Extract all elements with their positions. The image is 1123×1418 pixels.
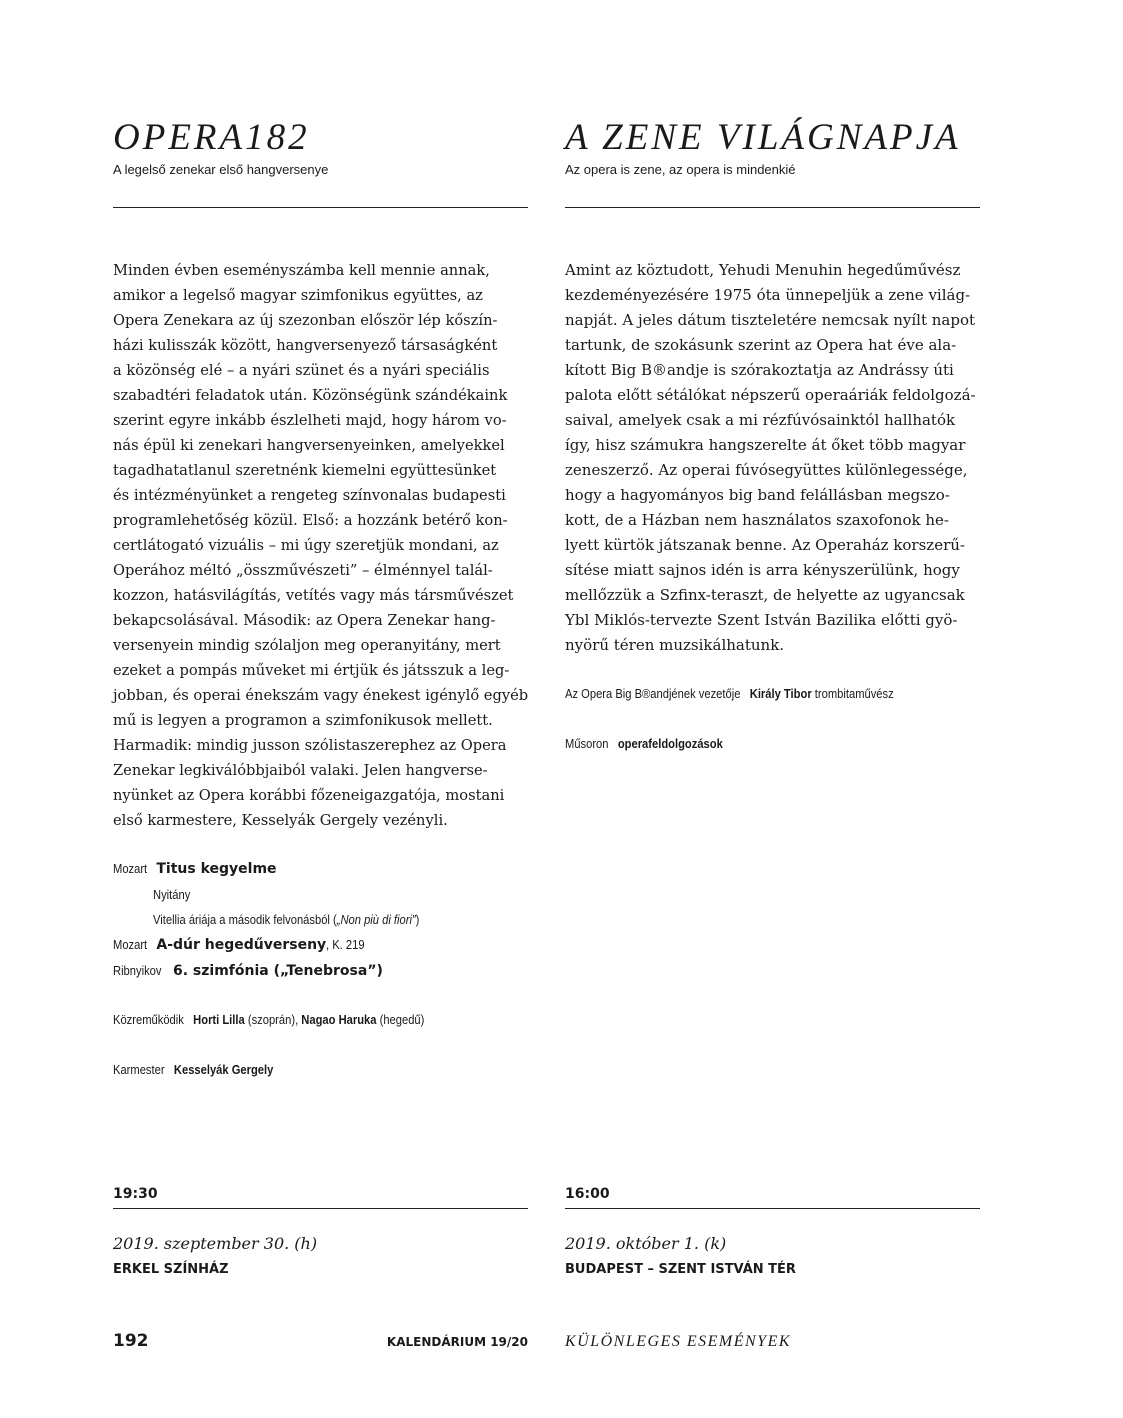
body-line: kozzon, hatásvilágítás, vetítés vagy más társművészet: [113, 586, 514, 604]
event-venue-right: BUDAPEST – SZENT ISTVÁN TÉR: [565, 1262, 796, 1277]
body-line: ezeket a pompás műveket mi értjük és játsszuk a leg-: [113, 661, 510, 679]
program-item: Mozart A-dúr hegedűverseny, K. 219: [113, 937, 365, 953]
body-line: kott, de a Házban nem használatos szaxofonok he-: [565, 511, 949, 529]
body-line: tagadhatatlanul szeretnénk kiemelni együttesünket: [113, 461, 497, 479]
body-line: lyett kürtök játszanak benne. Az Operaház korszerű-: [565, 536, 965, 554]
body-line: Amint az köztudott, Yehudi Menuhin hegedűművész: [565, 261, 961, 279]
program-subitem: Nyitány: [153, 887, 191, 902]
body-line: a közönség elé – a nyári szünet és a nyári speciális: [113, 361, 490, 379]
body-line: programlehetőség közül. Első: a hozzánk betérő kon-: [113, 511, 508, 529]
body-line: napját. A jeles dátum tiszteletére nemcsak nyílt napot: [565, 311, 976, 329]
body-line: tartunk, de szokásunk szerint az Opera hat éve ala-: [565, 336, 957, 354]
body-line: certlátogató vizuális – mi úgy szeretjük mondani, az: [113, 536, 499, 554]
body-line: sítése miatt sajnos idén is arra kényszerülünk, hogy: [565, 561, 960, 579]
program-item: Ribnyikov 6. szimfónia („Tenebrosa”): [113, 963, 383, 979]
band-leader: Az Opera Big B®andjének vezetője Király Tibor trombitaművész: [565, 686, 894, 701]
body-line: szerint egyre inkább észlelheti majd, hogy három vo-: [113, 411, 507, 429]
body-line: Zenekar legkiválóbbjaiból valaki. Jelen hangverse-: [113, 761, 488, 779]
event-date-right: 2019. október 1. (k): [565, 1234, 727, 1253]
publication-title: KALENDÁRIUM 19/20: [386, 1335, 528, 1349]
section-title: KÜLÖNLEGES ESEMÉNYEK: [565, 1333, 792, 1350]
body-line: saival, amelyek csak a mi rézfúvósainktól hallhatók: [565, 411, 956, 429]
body-line: bekapcsolásával. Második: az Opera Zenekar hang-: [113, 611, 496, 629]
event-time-left: 19:30: [113, 1186, 158, 1202]
program-item: Mozart Titus kegyelme: [113, 861, 277, 877]
body-line: kezdeményezésére 1975 óta ünnepeljük a zene világ-: [565, 286, 971, 304]
body-line: zeneszerző. Az operai fúvósegyüttes különlegessége,: [565, 461, 968, 479]
event-title-right: A ZENE VILÁGNAPJA: [565, 117, 961, 158]
body-line: nyünket az Opera korábbi főzeneigazgatója, mostani: [113, 786, 505, 804]
body-line: palota előtt sétálókat népszerű operaáriák feldolgozá-: [565, 386, 976, 404]
event-subtitle-right: Az opera is zene, az opera is mindenkié: [565, 162, 796, 177]
body-line: nyörű téren muzsikálhatunk.: [565, 636, 785, 654]
event-title-left: OPERA182: [113, 117, 310, 158]
event-date-left: 2019. szeptember 30. (h): [113, 1234, 318, 1253]
body-line: így, hisz számukra hangszerelte át őket több magyar: [565, 436, 966, 454]
body-line: mellőzzük a Szfinx-teraszt, de helyette az ugyancsak: [565, 586, 965, 604]
body-line: Opera Zenekara az új szezonban először lép kőszín-: [113, 311, 498, 329]
conductor: Karmester Kesselyák Gergely: [113, 1062, 274, 1077]
body-line: Minden évben eseményszámba kell mennie annak,: [113, 261, 490, 279]
body-line: Operához méltó „összművészeti” – élménnyel talál-: [113, 561, 493, 579]
divider: [565, 207, 980, 208]
divider: [113, 1208, 528, 1209]
event-description-left: [113, 258, 538, 833]
program-info: Műsoron operafeldolgozások: [565, 736, 723, 751]
body-line: Harmadik: mindig jusson szólistaszerephez az Opera: [113, 736, 507, 754]
body-line: mű is legyen a programon a szimfonikusok mellett.: [113, 711, 493, 729]
body-line: és intézményünket a rengeteg színvonalas budapesti: [113, 486, 506, 504]
event-venue-left: ERKEL SZÍNHÁZ: [113, 1262, 229, 1277]
body-line: amikor a legelső magyar szimfonikus együttes, az: [113, 286, 483, 304]
body-line: első karmestere, Kesselyák Gergely vezényli.: [113, 811, 448, 829]
page-number: 192: [113, 1331, 149, 1351]
body-line: házi kulisszák között, hangversenyező társaságként: [113, 336, 498, 354]
program-subitem: Vitellia áriája a második felvonásból („Non più di fiori”): [153, 912, 420, 927]
event-subtitle-left: A legelső zenekar első hangversenye: [113, 162, 329, 177]
body-line: jobban, és operai énekszám vagy énekest igénylő egyéb: [113, 686, 529, 704]
event-description-right: [565, 258, 976, 658]
performers: Közreműködik Horti Lilla (szoprán), Nagao Haruka (hegedű): [113, 1012, 425, 1027]
program-list: [113, 856, 463, 984]
event-time-right: 16:00: [565, 1186, 610, 1202]
body-line: hogy a hagyományos big band felállásban megszo-: [565, 486, 950, 504]
body-line: kított Big B®andje is szórakoztatja az Andrássy úti: [565, 361, 954, 379]
divider: [565, 1208, 980, 1209]
body-line: nás épül ki zenekari hangversenyeinken, amelyekkel: [113, 436, 505, 454]
body-line: Ybl Miklós-tervezte Szent István Bazilika előtti gyö-: [565, 611, 958, 629]
divider: [113, 207, 528, 208]
body-line: versenyein mindig szólaljon meg operanyitány, mert: [113, 636, 501, 654]
body-line: szabadtéri feladatok után. Közönségünk szándékaink: [113, 386, 508, 404]
